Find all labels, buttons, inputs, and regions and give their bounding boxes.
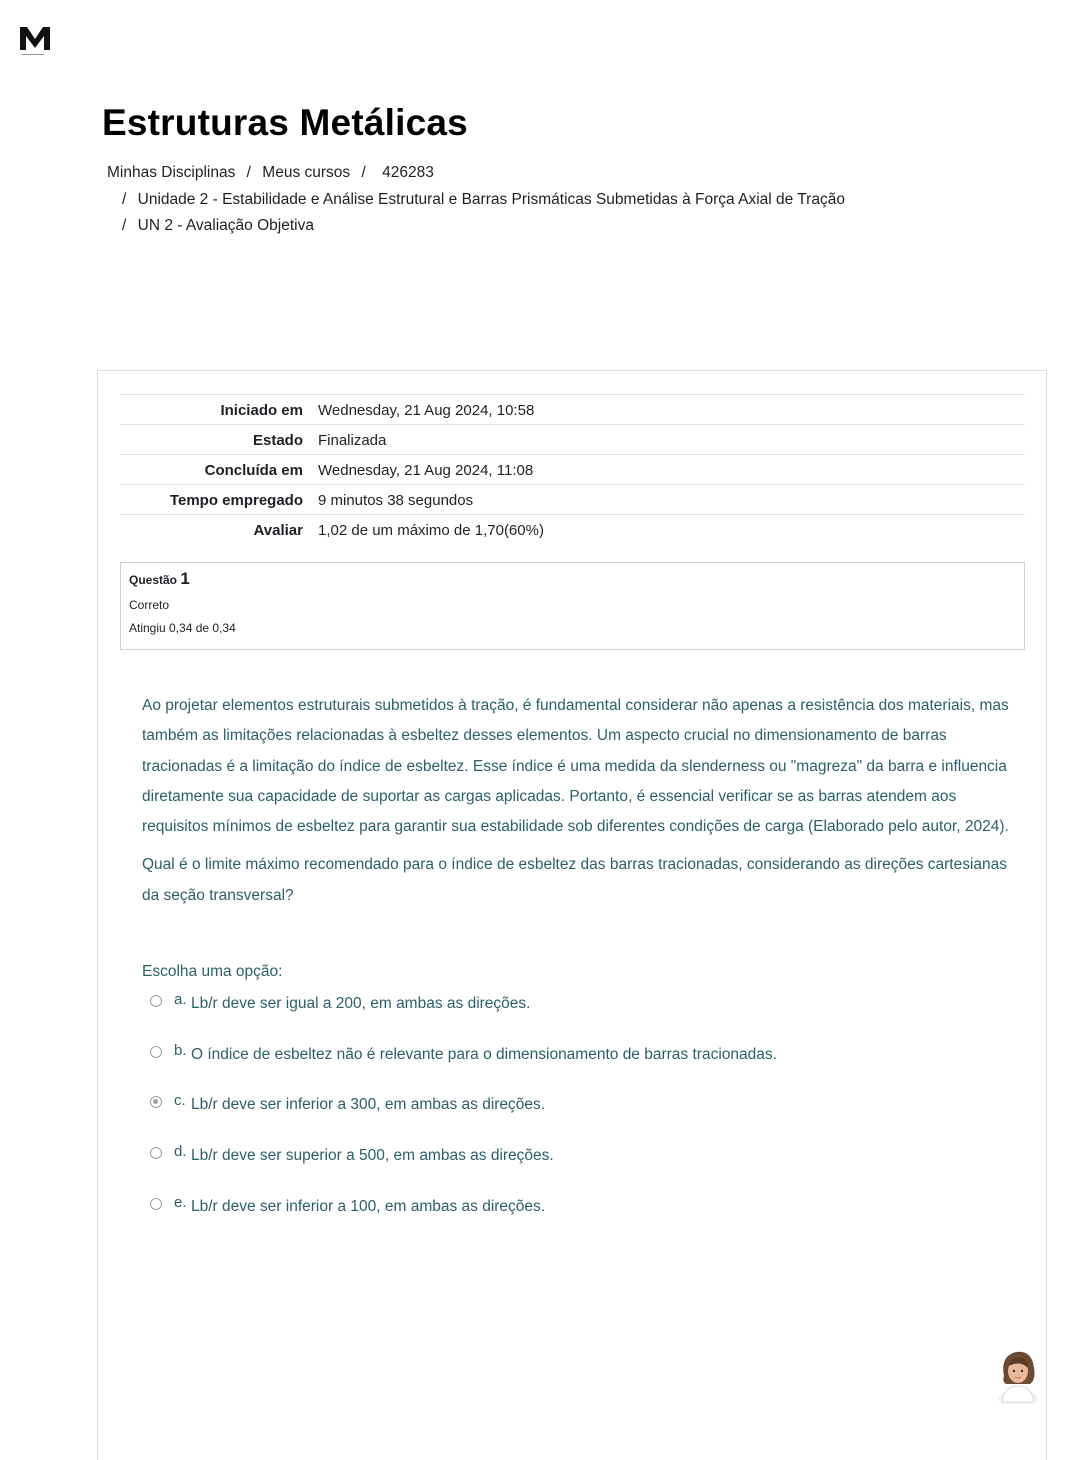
radio-button[interactable]: [150, 1147, 162, 1159]
summary-label: Avaliar: [253, 522, 303, 539]
question-text: [142, 691, 1022, 919]
answer-option-c[interactable]: [150, 1092, 1030, 1143]
option-text: Lb/r deve ser inferior a 300, em ambas as direções.: [191, 1096, 546, 1114]
breadcrumb-separator: /: [122, 217, 127, 234]
summary-label: Iniciado em: [220, 402, 303, 419]
summary-row: [120, 485, 1025, 515]
option-letter: e.: [174, 1193, 187, 1211]
breadcrumb-item-unidade[interactable]: Unidade 2 - Estabilidade e Análise Estrutural e Barras Prismáticas Submetidas à Força Axial de Tração: [137, 190, 845, 208]
option-text: O índice de esbeltez não é relevante para o dimensionamento de barras tracionadas.: [191, 1045, 777, 1063]
breadcrumb: [107, 160, 845, 240]
question-paragraph: Ao projetar elementos estruturais submetidos à tração, é fundamental considerar não apenas a resistência dos materiais, mas também as limitações relacionadas à esbeltez desses elementos. Um aspecto crucial no dimensionamento de barras tracionadas é a limitação do índice de esbeltez. Esse índice é uma medida da slenderness ou "magreza" da barra e influencia diretamente sua capacidade de suportar as cargas aplicadas. Portanto, é essencial verificar se as barras atendem aos requisitos mínimos de esbeltez para garantir sua estabilidade sob diferentes condições de carga (Elaborado pelo autor, 2024).: [142, 697, 1009, 836]
logo-m-icon: [18, 24, 52, 52]
answer-option-b[interactable]: [150, 1042, 1030, 1093]
page-title: Estruturas Metálicas: [102, 102, 468, 143]
summary-value: 1,02 de um máximo de 1,70(60%): [318, 522, 544, 539]
option-letter: c.: [174, 1092, 186, 1110]
quiz-review-panel: [97, 370, 1047, 1460]
breadcrumb-separator: /: [361, 164, 366, 181]
breadcrumb-item-minhas-disciplinas[interactable]: Minhas Disciplinas: [107, 164, 236, 181]
option-text: Lb/r deve ser inferior a 100, em ambas as direções.: [191, 1197, 546, 1215]
option-letter: d.: [174, 1143, 187, 1161]
answer-option-a[interactable]: [150, 991, 1030, 1042]
answer-option-e[interactable]: [150, 1194, 1030, 1245]
option-letter: a.: [174, 991, 187, 1008]
answer-prompt: Escolha uma opção:: [142, 963, 283, 980]
summary-row: [120, 515, 1025, 545]
breadcrumb-separator: /: [246, 164, 251, 181]
breadcrumb-separator: /: [122, 190, 127, 208]
summary-value: Wednesday, 21 Aug 2024, 11:08: [318, 462, 534, 479]
question-info-box: [120, 562, 1025, 650]
answer-options: [150, 991, 1030, 1244]
assistant-avatar-icon: [994, 1346, 1042, 1404]
radio-button[interactable]: [150, 995, 162, 1007]
breadcrumb-item-avaliacao[interactable]: UN 2 - Avaliação Objetiva: [137, 217, 314, 234]
logo-underline: [22, 54, 44, 55]
summary-value: Finalizada: [318, 432, 387, 449]
summary-row: [120, 455, 1025, 485]
answer-option-d[interactable]: [150, 1143, 1030, 1194]
site-logo[interactable]: [18, 24, 52, 56]
radio-button-selected[interactable]: [150, 1096, 162, 1108]
attempt-summary-table: [120, 394, 1025, 544]
summary-label: Concluída em: [204, 462, 303, 479]
summary-label: Tempo empregado: [169, 492, 303, 509]
question-grade: Atingiu 0,34 de 0,34: [129, 621, 236, 635]
summary-row: [120, 425, 1025, 455]
question-number-value: 1: [180, 569, 190, 588]
summary-value: Wednesday, 21 Aug 2024, 10:58: [318, 402, 535, 419]
question-prompt-paragraph: Qual é o limite máximo recomendado para o índice de esbeltez das barras tracionadas, considerando as direções cartesianas da seção transversal?: [142, 856, 1008, 904]
radio-button[interactable]: [150, 1198, 162, 1210]
summary-label: Estado: [252, 432, 303, 449]
summary-row: [120, 395, 1025, 425]
breadcrumb-item-meus-cursos[interactable]: Meus cursos: [262, 164, 351, 181]
summary-value: 9 minutos 38 segundos: [318, 492, 474, 509]
question-label: Questão: [129, 573, 178, 587]
option-text: Lb/r deve ser superior a 500, em ambas as direções.: [191, 1147, 554, 1165]
option-letter: b.: [174, 1041, 187, 1059]
question-status: Correto: [129, 598, 170, 612]
question-number: [129, 569, 1016, 589]
assistant-avatar[interactable]: [994, 1346, 1042, 1404]
option-text: Lb/r deve ser igual a 200, em ambas as direções.: [191, 995, 531, 1012]
breadcrumb-item-course-id[interactable]: 426283: [382, 164, 434, 181]
radio-button[interactable]: [150, 1046, 162, 1058]
